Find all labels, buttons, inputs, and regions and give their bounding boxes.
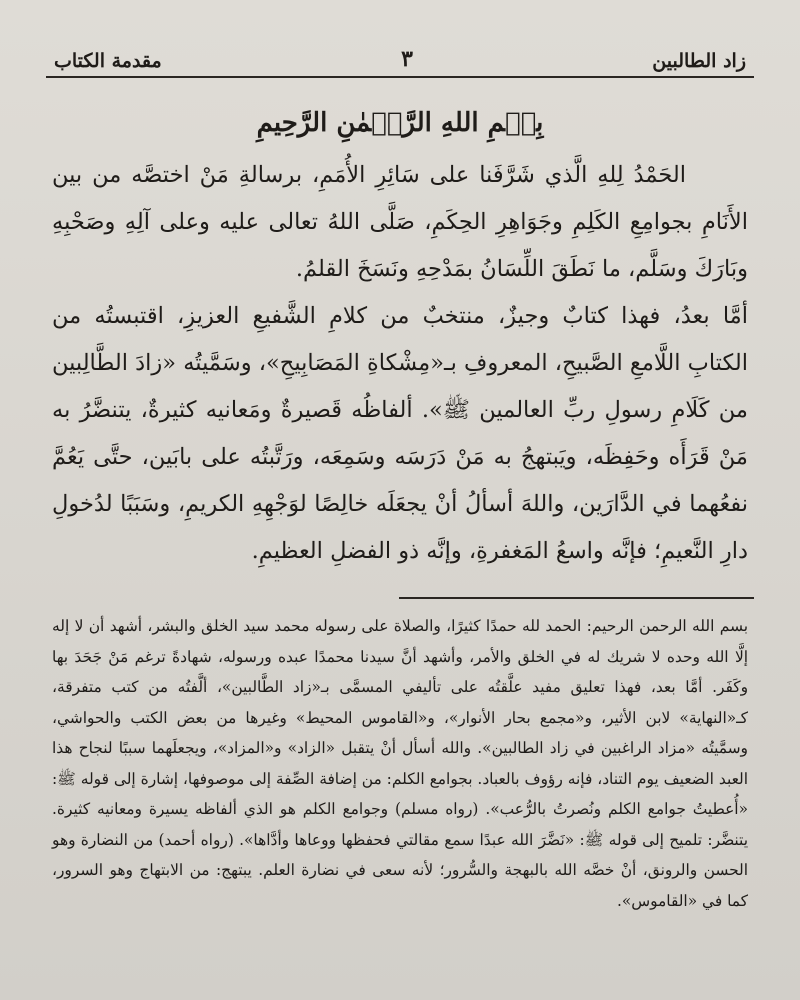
footnote-paragraph: بسم الله الرحمن الرحيم: الحمد لله حمدًا كثيرًا، والصلاة على رسوله محمد سيد الخلق والبشر، أشهد أن لا إله إلَّا الله وحده لا شريك له في الخلق والأمر، وأشهد أنَّ سيدنا محمدًا عبده ورسوله، شهادةً ترغم مَنْ جَحَدَ بها وكَفَر. أمَّا بعد، فهذا تعليق مفيد علَّقتُه على تأليفي المسمَّى بـ«زاد الطَّالبين»، ألَّفتُه من كتب متفرقة، كـ«النهاية» لابن الأثير، و«مجمع بحار الأنوار»، و«القاموس المحيط» وغيرها من بعض الكتب والحواشي، وسمَّيتُه «مزاد الراغبين في زاد الطالبين». والله أسأل أنْ يتقبل «الزاد» و«المزاد»، ويجعلَهما سببًا لنجاح هذا العبد الضعيف يوم التناد، فإنه رؤوف بالعباد. بجوامع الكلم: من إضافة الصِّفة إلى موصوفها، إشارة إلى قوله ﷺ: «أُعطيتُ جوامع الكلم ونُصرتُ بالرُّعب». (رواه مسلم) وجوامع الكلم هو الذي ألفاظه يسيرة ومعانيه كثيرة. يتنضَّر: تلميح إلى قوله ﷺ: «نَضَّرَ الله عبدًا سمع مقالتي فحفظها ووعاها وأدَّاها». (رواه أحمد) من النضارة وهو الحسن والرونق، أنْ خصَّه الله بالبهجة والسُّرور؛ لأنه سعى في نضارة العلم. يبتهج: من الابتهاج وهو السرور، كما في «القاموس». xyxy=(52,617,748,910)
header-section-title: مقدمة الكتاب xyxy=(54,50,162,72)
footnote-section xyxy=(46,611,754,916)
basmala-heading: بِسۡمِ اللهِ الرَّحۡمٰنِ الرَّحِيمِ xyxy=(256,108,544,138)
main-paragraph-2: أمَّا بعدُ، فهذا كتابٌ وجيزٌ، منتخبٌ من كلامِ الشَّفيعِ العزيزِ، اقتبستُه من الكتابِ اللَّامعِ الصَّبيحِ، المعروفِ بـ«مِشْكاةِ المَصَابِيحِ»، وسَمَّيتُه «زادَ الطَّالِبين من كَلَامِ رسولِ ربِّ العالمين ﷺ». ألفاظُه قَصيرةٌ ومَعانيه كثيرةٌ، يتنضَّرُ به مَنْ قَرَأَه وحَفِظَه، ويَبتهجُ به مَنْ دَرَسَه وسَمِعَه، ورَتَّبتُه على بابَين، حتَّى يَعُمَّ نفعُهما في الدَّارَين، واللهَ أسألُ أنْ يجعَلَه خالِصًا لوَجْهِهِ الكريمِ، وسَبَبًا لدُخولِ دارِ النَّعيمِ؛ فإنَّه واسعُ المَغفرةِ، وإنَّه ذو الفضلِ العظيمِ. xyxy=(52,303,748,564)
footnote-divider xyxy=(399,597,754,599)
header-page-number: ٣ xyxy=(401,46,413,72)
running-header xyxy=(46,28,754,78)
header-book-title: زاد الطالبين xyxy=(652,50,746,72)
main-text xyxy=(46,152,754,575)
main-paragraph-1: الحَمْدُ لِلهِ الَّذي شَرَّفَنا على سَائِرِ الأُمَمِ، برسالةِ مَنْ اختصَّه من بين الأَنَامِ بجوامِعِ الكَلِمِ وجَوَاهِرِ الحِكَمِ، صَلَّى اللهُ تعالى عليه وعلى آلِهِ وصَحْبِهِ وبَارَكَ وسَلَّم، ما نَطَقَ اللِّسَانُ بمَدْحِهِ ونَسَخَ القلمُ. xyxy=(52,162,748,282)
